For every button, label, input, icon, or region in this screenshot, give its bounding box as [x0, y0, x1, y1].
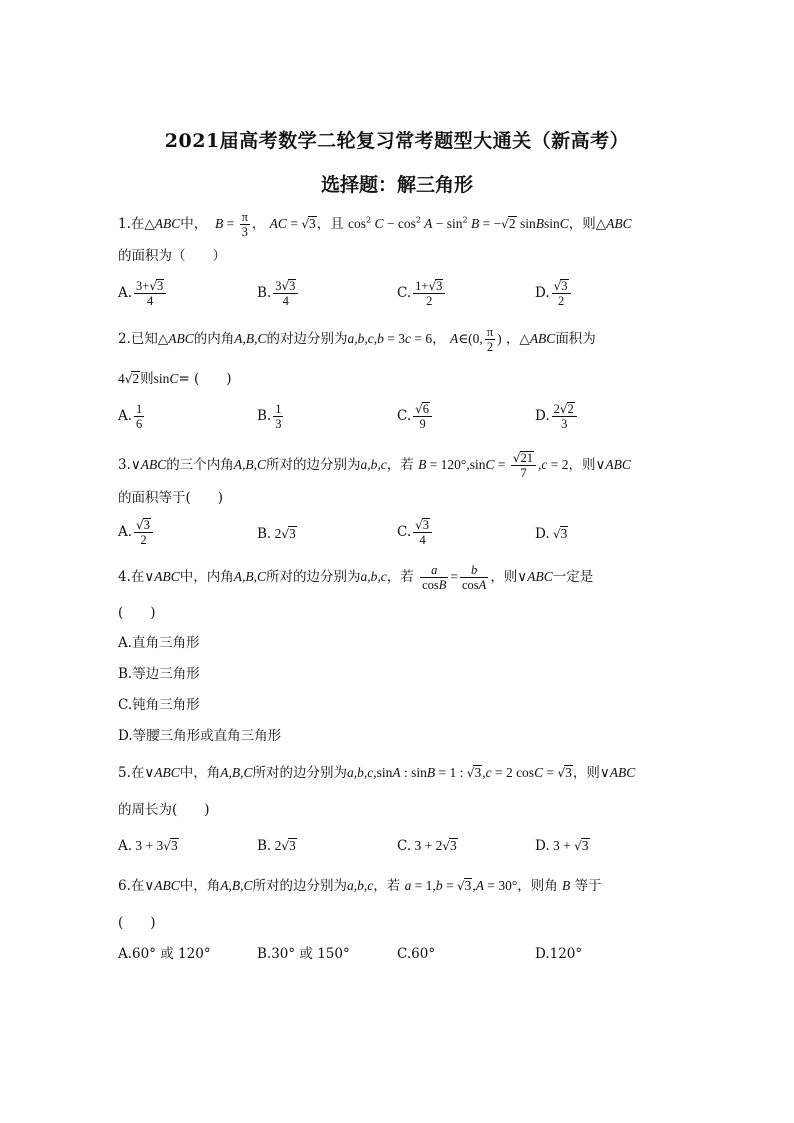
- question-5-option-b: B. 2√3: [257, 838, 296, 854]
- question-6-line-2: ( ): [118, 915, 156, 931]
- question-2-option-a: A. $\frac{1}{6}$: [118, 402, 143, 431]
- question-4-option-b: B.等边三角形: [118, 666, 200, 682]
- question-3-option-d: D. √3: [535, 526, 568, 542]
- question-3-line-2: 的面积等于( ): [118, 490, 224, 506]
- question-5-line-2: 的周长为( ): [118, 802, 210, 818]
- question-4-option-a: A.直角三角形: [118, 635, 200, 651]
- document-title: 2021届高考数学二轮复习常考题型大通关（新高考）: [164, 130, 630, 152]
- question-3-option-a: A. $\frac{√3}{2}$: [118, 518, 155, 547]
- question-1-option-b: B. $\frac{3√3}{4}$: [257, 279, 300, 308]
- question-1-line-2: 的面积为（ ）: [118, 248, 226, 264]
- question-5-option-c: C. 3 + 2√3: [397, 838, 457, 854]
- question-6-option-b: B.30° 或 150°: [257, 946, 350, 962]
- question-6-line-1: 6.在∨ABC中，角A,B,C所对的边分别为a,b,c，若 a = 1,b = √3,A = 30°，则角 B 等于: [118, 878, 602, 894]
- question-5-option-a: A. 3 + 3√3: [118, 838, 178, 854]
- question-6-option-d: D.120°: [535, 946, 583, 962]
- question-6-option-c: C.60°: [397, 946, 436, 962]
- question-2-option-d: D. $\frac{2√2}{3}$: [535, 402, 579, 431]
- question-2-line-1: 2.已知△ABC的内角A,B,C的对边分别为a,b,c,b = 3c = 6， A∈(0, $\frac{\pi}{2}$ ) ，△ABC面积为: [118, 325, 596, 354]
- question-1-line-1: 1.在△ABC中， B = $\frac{\pi}{3}$ ， AC = √3，且 $\cos^2 C - \cos^2 A - \sin^2 B = -√2$ sinBsinC，则△ABC: [118, 210, 632, 239]
- question-4-option-c: C.钝角三角形: [118, 697, 200, 713]
- question-2-option-c: C. $\frac{√6}{9}$: [397, 402, 434, 431]
- document-subtitle: 选择题：解三角形: [320, 174, 473, 196]
- question-1-option-c: C. $\frac{1+√3}{2}$: [397, 279, 447, 308]
- question-4-line-2: ( ): [118, 605, 156, 621]
- question-3-option-c: C. $\frac{√3}{4}$: [397, 518, 434, 547]
- question-2-line-2: 4√2则sinC= ( ): [118, 371, 232, 387]
- question-1-option-a: A. $\frac{3+√3}{4}$: [118, 279, 168, 308]
- question-5-option-d: D. 3 + √3: [535, 838, 589, 854]
- question-2-option-b: B. $\frac{1}{3}$: [257, 402, 282, 431]
- question-3-option-b: B. 2√3: [257, 526, 296, 542]
- question-1-option-d: D. $\frac{√3}{2}$: [535, 279, 573, 308]
- question-4-line-1: 4.在∨ABC中，内角A,B,C所对的边分别为a,b,c，若 $\frac{a}{\cos B}$ = $\frac{b}{\cos A}$ ，则∨ABC一定是: [118, 563, 594, 592]
- question-5-line-1: 5.在∨ABC中，角A,B,C所对的边分别为a,b,c,sinA : sinB = 1 : √3,c = 2 cosC = √3，则∨ABC: [118, 765, 636, 781]
- question-4-option-d: D.等腰三角形或直角三角形: [118, 728, 282, 744]
- question-6-option-a: A.60° 或 120°: [118, 946, 211, 962]
- question-3-line-1: 3.∨ABC的三个内角A,B,C所对的边分别为a,b,c，若 B = 120°,sinC = $\frac{√21}{7}$ ,c = 2，则∨ABC: [118, 451, 631, 480]
